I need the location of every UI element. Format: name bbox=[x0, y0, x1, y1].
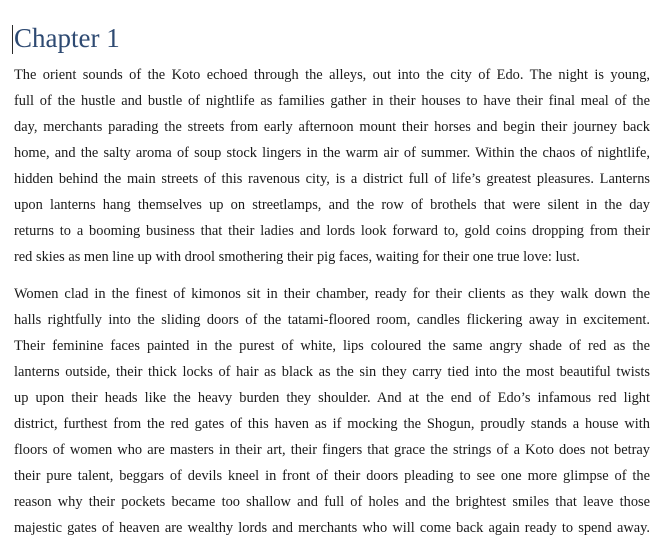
paragraph-line: district, furthest from the red gates of this haven as if mocking the Shogun, proudly stands a house with bbox=[14, 416, 650, 432]
paragraph-line: reason why their pockets became too shallow and full of holes and the brightest smiles that leave those bbox=[14, 494, 650, 510]
paragraph-line: hidden behind the main streets of this ravenous city, is a district full of life’s greatest pleasures. Lanterns bbox=[14, 171, 650, 187]
paragraph-line: lanterns outside, their thick locks of hair as black as the sin they carry tied into the most beautiful twists bbox=[14, 364, 650, 380]
paragraph-line: red skies as men line up with drool smothering their pig faces, waiting for their one true love: lust. bbox=[14, 249, 580, 265]
paragraph-line: Women clad in the finest of kimonos sit in their chamber, ready for their clients as they walk down the bbox=[14, 286, 650, 302]
paragraph-line: home, and the salty aroma of soup stock lingers in the warm air of summer. Within the chaos of nightlife, bbox=[14, 145, 650, 161]
paragraph-line: Their feminine faces painted in the purest of white, lips coloured the same angry shade of red as the bbox=[14, 338, 650, 354]
paragraph-1[interactable] bbox=[14, 62, 650, 270]
text-cursor bbox=[12, 25, 13, 54]
paragraph-line: halls rightfully into the sliding doors of the tatami-floored room, candles flickering away in excitement. bbox=[14, 312, 650, 328]
paragraph-line: upon lanterns hang themselves up on streetlamps, and the row of brothels that were silent in the day bbox=[14, 197, 650, 213]
paragraph-line: majestic gates of heaven are wealthy lords and merchants who will come back again ready to spend away. bbox=[14, 520, 650, 536]
paragraph-line: returns to a booming business that their ladies and lords look forward to, gold coins dropping from their bbox=[14, 223, 650, 239]
paragraph-line: full of the hustle and bustle of nightlife as families gather in their houses to have their final meal of the bbox=[14, 93, 650, 109]
paragraph-2[interactable] bbox=[14, 281, 650, 541]
paragraph-line: day, merchants parading the streets from early afternoon mount their horses and begin their journey back bbox=[14, 119, 650, 135]
chapter-heading[interactable]: Chapter 1 bbox=[14, 23, 120, 53]
paragraph-line: The orient sounds of the Koto echoed through the alleys, out into the city of Edo. The night is young, bbox=[14, 67, 650, 83]
paragraph-line: up upon their heads like the heavy burden they shoulder. And at the end of Edo’s infamous red light bbox=[14, 390, 650, 406]
paragraph-line: their pure talent, beggars of devils kneel in front of their doors pleading to see one more glimpse of the bbox=[14, 468, 650, 484]
paragraph-line: floors of women who are masters in their art, their fingers that grace the strings of a Koto does not betray bbox=[14, 442, 650, 458]
